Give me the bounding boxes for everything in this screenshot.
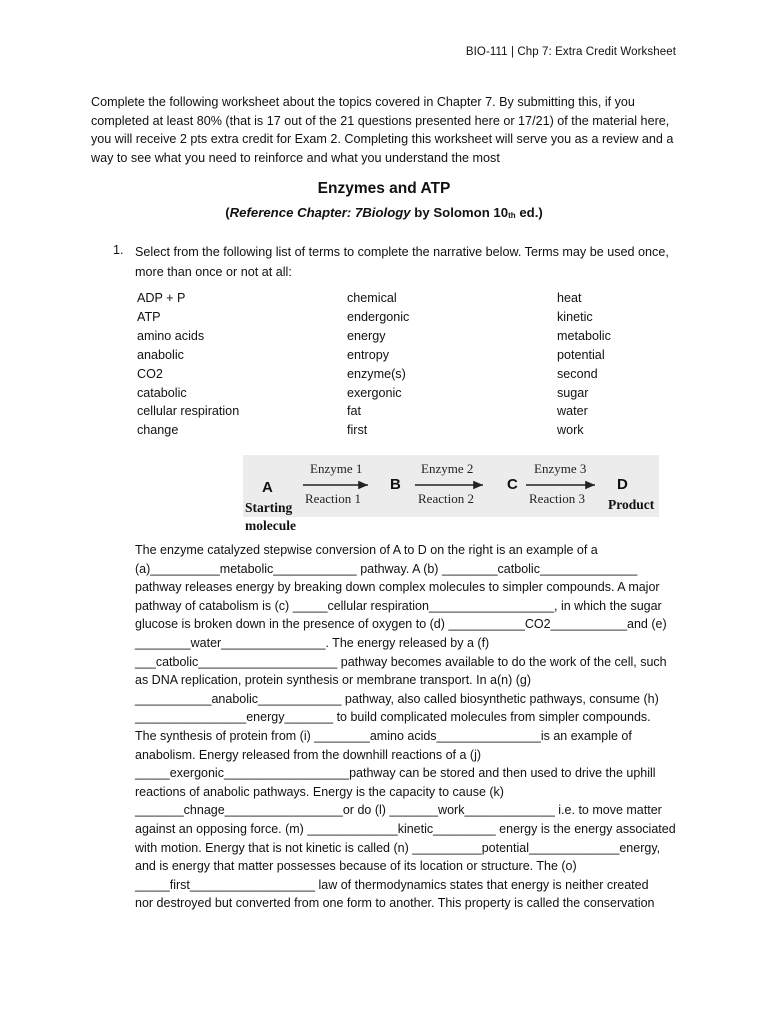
narrative-line: _____exergonic__________________pathway can be stored and then used to drive the uphill	[135, 766, 656, 781]
term-item: chemical	[347, 291, 397, 305]
question-text: Select from the following list of terms to complete the narrative below. Terms may be used once, more than once or not at all:	[135, 245, 669, 279]
narrative-line: nor destroyed but converted from one form to another. This property is called the conservation	[135, 896, 655, 911]
narrative-line: glucose is broken down in the presence of oxygen to (d) ___________CO2___________and (e)	[135, 617, 667, 632]
narrative-line: and is energy that matter possesses because of its location or structure. The (o)	[135, 859, 577, 874]
product-label: Product	[608, 497, 655, 512]
molecule-c: C	[507, 476, 518, 493]
worksheet-title: Enzymes and ATP	[317, 180, 451, 197]
term-item: kinetic	[557, 309, 593, 324]
narrative-line: ________________energy_______ to build complicated molecules from simpler compounds.	[135, 710, 651, 725]
starting-label: Starting	[245, 500, 293, 515]
enzyme-1-label: Enzyme 1	[310, 461, 363, 476]
term-item: fat	[347, 404, 362, 419]
term-item: endergonic	[347, 309, 410, 324]
term-item: second	[557, 366, 598, 381]
narrative-line: reactions of anabolic pathways. Energy is the capacity to cause (k)	[135, 784, 504, 799]
reaction-3-label: Reaction 3	[529, 491, 585, 506]
page-header: BIO-111 | Chp 7: Extra Credit Worksheet	[465, 46, 676, 58]
narrative-line: ________water_______________. The energy released by a (f)	[135, 635, 490, 650]
term-item: heat	[557, 291, 582, 305]
narrative-line: with motion. Energy that is not kinetic is called (n) __________potential_____________energy,	[135, 840, 661, 855]
term-item: energy	[347, 328, 386, 343]
term-item: exergonic	[347, 385, 402, 400]
reference-label: Reference Chapter: 7	[229, 205, 363, 220]
narrative-line: ___________anabolic____________ pathway, also called biosynthetic pathways, consume (h)	[135, 691, 659, 706]
narrative-line: The enzyme catalyzed stepwise conversion of A to D on the right is an example of a	[135, 543, 598, 557]
term-item: first	[347, 423, 368, 438]
narrative-line: pathway of catabolism is (c) _____cellular respiration__________________, in which the sugar	[135, 598, 662, 613]
term-item: work	[557, 423, 584, 438]
term-list	[137, 289, 657, 440]
narrative-line: as DNA replication, protein synthesis or membrane transport. In a(n) (g)	[135, 673, 532, 688]
term-item: potential	[557, 347, 605, 362]
enzyme-3-label: Enzyme 3	[534, 461, 587, 476]
reaction-2-label: Reaction 2	[418, 491, 474, 506]
term-item: amino acids	[137, 328, 205, 343]
narrative-line: pathway releases energy by breaking down complex molecules to simpler compounds. A major	[135, 580, 660, 595]
molecule-label: molecule	[245, 518, 296, 533]
book-title: Biology	[362, 205, 411, 220]
narrative-line: anabolism. Energy released from the downhill reactions of a (j)	[135, 747, 482, 762]
narrative-line: _____first__________________ law of thermodynamics states that energy is neither created	[135, 877, 649, 892]
enzyme-2-label: Enzyme 2	[421, 461, 474, 476]
narrative-line: _______chnage_________________or do (l) _______work_____________ i.e. to move matter	[135, 803, 662, 818]
enzyme-pathway-figure	[243, 455, 659, 535]
narrative-line: against an opposing force. (m) _____________kinetic_________ energy is the energy associated	[135, 821, 676, 836]
term-item: catabolic	[137, 385, 187, 400]
molecule-d: D	[617, 476, 628, 493]
narrative-paragraph	[135, 541, 680, 913]
narrative-line: The synthesis of protein from (i) ________amino acids_______________is an example of	[135, 728, 632, 743]
term-item: anabolic	[137, 347, 184, 362]
term-item: water	[557, 404, 588, 419]
term-item: enzyme(s)	[347, 366, 406, 381]
reaction-1-label: Reaction 1	[305, 491, 361, 506]
term-item: sugar	[557, 385, 589, 400]
term-item: entropy	[347, 347, 390, 362]
term-item: metabolic	[557, 328, 611, 343]
term-item: ATP	[137, 309, 161, 324]
reference-subtitle: (Reference Chapter: 7Biology by Solomon $10_{th}$ ed.)	[225, 205, 543, 220]
term-item: cellular respiration	[137, 404, 240, 419]
molecule-a: A	[262, 479, 273, 496]
intro-paragraph: Complete the following worksheet about the topics covered in Chapter 7. By submitting this, if you completed at least 80% (that is 17 out of the 21 questions presented here or 17/21) of the material here, you will receive 2 pts extra credit for Exam 2. Completing this worksheet will serve you as a review and a way to see what you need to reinforce and what you understand the most	[91, 95, 674, 165]
term-item: CO2	[137, 366, 163, 381]
question-number: 1.	[113, 243, 124, 257]
narrative-line: ___catbolic____________________ pathway becomes available to do the work of the cell, such	[135, 654, 667, 669]
term-item: change	[137, 423, 179, 438]
narrative-line: (a)__________metabolic____________ pathway. A (b) ________catbolic______________	[135, 561, 638, 576]
term-item: ADP + P	[137, 291, 186, 305]
molecule-b: B	[390, 476, 401, 493]
